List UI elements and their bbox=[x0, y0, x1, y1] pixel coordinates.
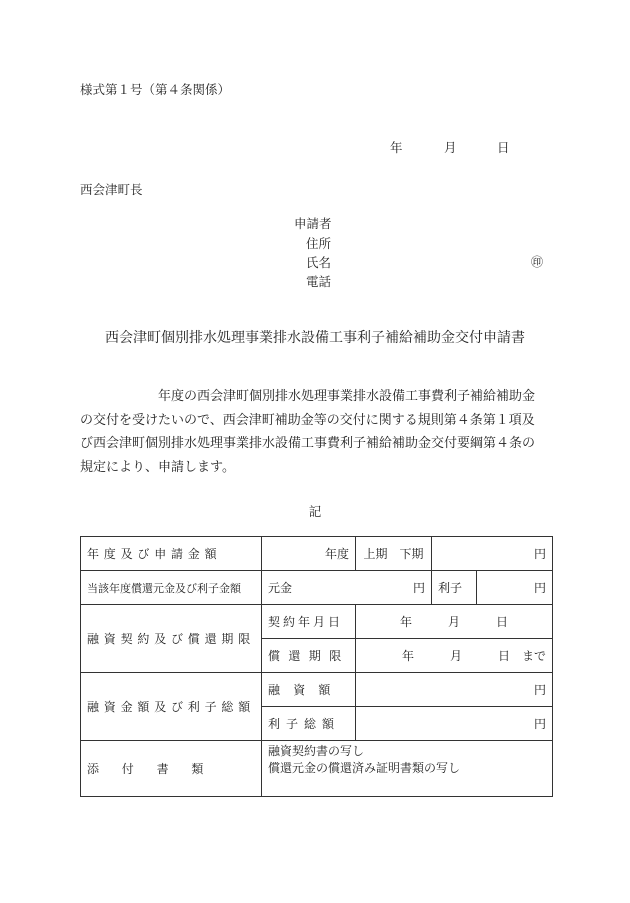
loan-amount-label: 融資額 bbox=[262, 673, 356, 707]
date-month: 月 bbox=[444, 140, 457, 155]
detail-table bbox=[80, 536, 553, 797]
date-year: 年 bbox=[390, 140, 403, 155]
applicant-phone-label: 電話 bbox=[306, 274, 332, 289]
table-row bbox=[81, 673, 553, 707]
seal-mark: ㊞ bbox=[531, 255, 544, 269]
principal-label: 元金 bbox=[268, 581, 293, 595]
contract-date-value: 年 月 日 bbox=[356, 605, 553, 639]
ki-heading: 記 bbox=[308, 504, 322, 519]
total-interest-label: 利子総額 bbox=[262, 707, 356, 741]
table-row bbox=[81, 741, 553, 797]
attachments-label: 添付書類 bbox=[81, 741, 262, 797]
repayment-deadline-value: 年 月 日 まで bbox=[356, 639, 553, 673]
attachments-list bbox=[262, 741, 553, 797]
body-line: の交付を受けたいので、西会津町補助金等の交付に関する規則第４条第１項及 bbox=[80, 412, 535, 428]
body-line: び西会津町個別排水処理事業排水設備工事費利子補給補助金交付要綱第４条の bbox=[80, 436, 536, 451]
loan-contract-label: 融資契約及び償還期限 bbox=[81, 605, 262, 673]
applicant-address-label: 住所 bbox=[306, 236, 332, 251]
contract-date-label: 契約年月日 bbox=[262, 605, 356, 639]
principal-cell bbox=[262, 571, 432, 605]
form-number: 様式第１号（第４条関係） bbox=[80, 82, 231, 97]
fiscal-year-amount-label: 年度及び申請金額 bbox=[81, 537, 262, 571]
loan-total-label: 融資金額及び利子総額 bbox=[81, 673, 262, 741]
table-row bbox=[81, 605, 553, 639]
fiscal-year-unit: 年度 bbox=[262, 537, 356, 571]
application-body bbox=[80, 385, 554, 479]
principal-yen: 円 bbox=[412, 581, 425, 595]
body-line: 年度の西会津町個別排水処理事業排水設備工事費利子補給補助金 bbox=[80, 389, 536, 404]
repayment-deadline-label: 償還期限 bbox=[262, 639, 356, 673]
attachment-item: 融資契約書の写し bbox=[268, 744, 365, 758]
date-day: 日 bbox=[497, 140, 510, 155]
applicant-name-label: 氏名 bbox=[306, 255, 332, 270]
document-title: 西会津町個別排水処理事業排水設備工事利子補給補助金交付申請書 bbox=[105, 330, 525, 346]
addressee: 西会津町長 bbox=[80, 182, 143, 197]
repayment-principal-interest-label: 当該年度償還元金及び利子金額 bbox=[81, 571, 262, 605]
attachment-item: 償還元金の償還済み証明書類の写し bbox=[268, 761, 461, 775]
application-amount-yen: 円 bbox=[432, 537, 553, 571]
body-line: 規定により、申請します。 bbox=[80, 459, 235, 475]
total-interest-yen: 円 bbox=[356, 707, 553, 741]
period-options: 上期 下期 bbox=[356, 537, 432, 571]
interest-label: 利子 bbox=[432, 571, 477, 605]
interest-yen: 円 bbox=[477, 571, 553, 605]
applicant-label: 申請者 bbox=[294, 216, 332, 231]
table-row bbox=[81, 571, 553, 605]
loan-amount-yen: 円 bbox=[356, 673, 553, 707]
table-row bbox=[81, 537, 553, 571]
